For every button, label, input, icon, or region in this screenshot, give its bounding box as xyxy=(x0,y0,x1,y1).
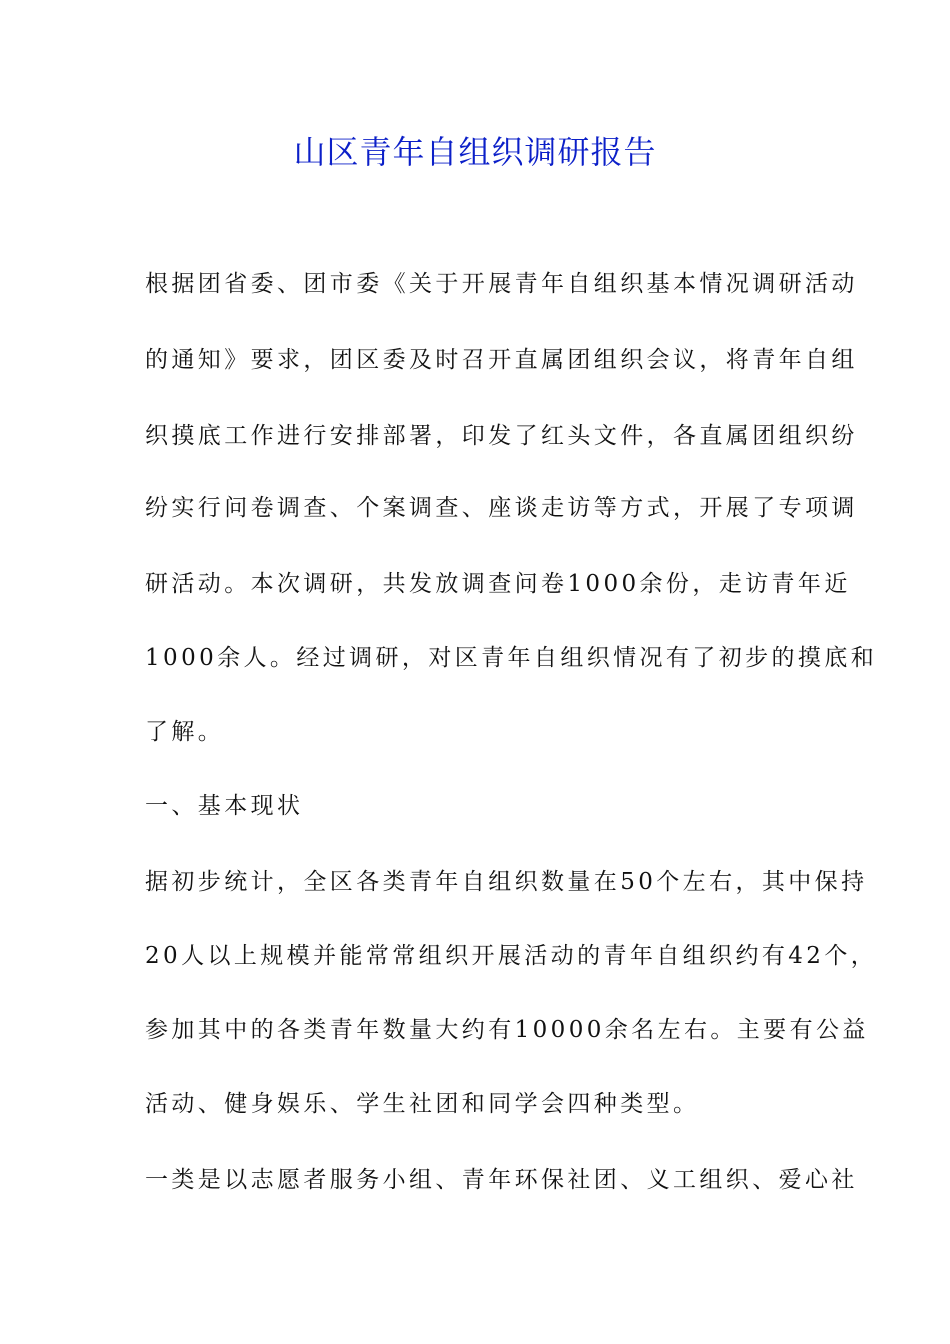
body-line-4: 纷实行问卷调查、个案调查、座谈走访等方式，开展了专项调 xyxy=(145,495,858,521)
body-line-10: 20人以上规模并能常常组织开展活动的青年自组织约有42个， xyxy=(145,943,878,969)
body-line-7: 了解。 xyxy=(145,719,225,745)
body-line-5: 研活动。本次调研，共发放调查问卷1000余份，走访青年近 xyxy=(145,571,851,597)
body-line-12: 活动、健身娱乐、学生社团和同学会四种类型。 xyxy=(145,1091,700,1117)
document-title: 山区青年自组织调研报告 xyxy=(293,133,657,171)
body-line-2: 的通知》要求，团区委及时召开直属团组织会议，将青年自组 xyxy=(145,347,858,373)
body-line-1: 根据团省委、团市委《关于开展青年自组织基本情况调研活动 xyxy=(145,271,858,297)
body-line-9: 据初步统计，全区各类青年自组织数量在50个左右，其中保持 xyxy=(145,869,868,895)
body-line-6: 1000余人。经过调研，对区青年自组织情况有了初步的摸底和 xyxy=(145,645,878,671)
body-line-3: 织摸底工作进行安排部署，印发了红头文件，各直属团组织纷 xyxy=(145,423,858,449)
section-heading-basic-status: 一、基本现状 xyxy=(145,793,304,819)
body-line-11: 参加其中的各类青年数量大约有10000余名左右。主要有公益 xyxy=(145,1017,869,1043)
body-line-13: 一类是以志愿者服务小组、青年环保社团、义工组织、爱心社 xyxy=(145,1167,858,1193)
